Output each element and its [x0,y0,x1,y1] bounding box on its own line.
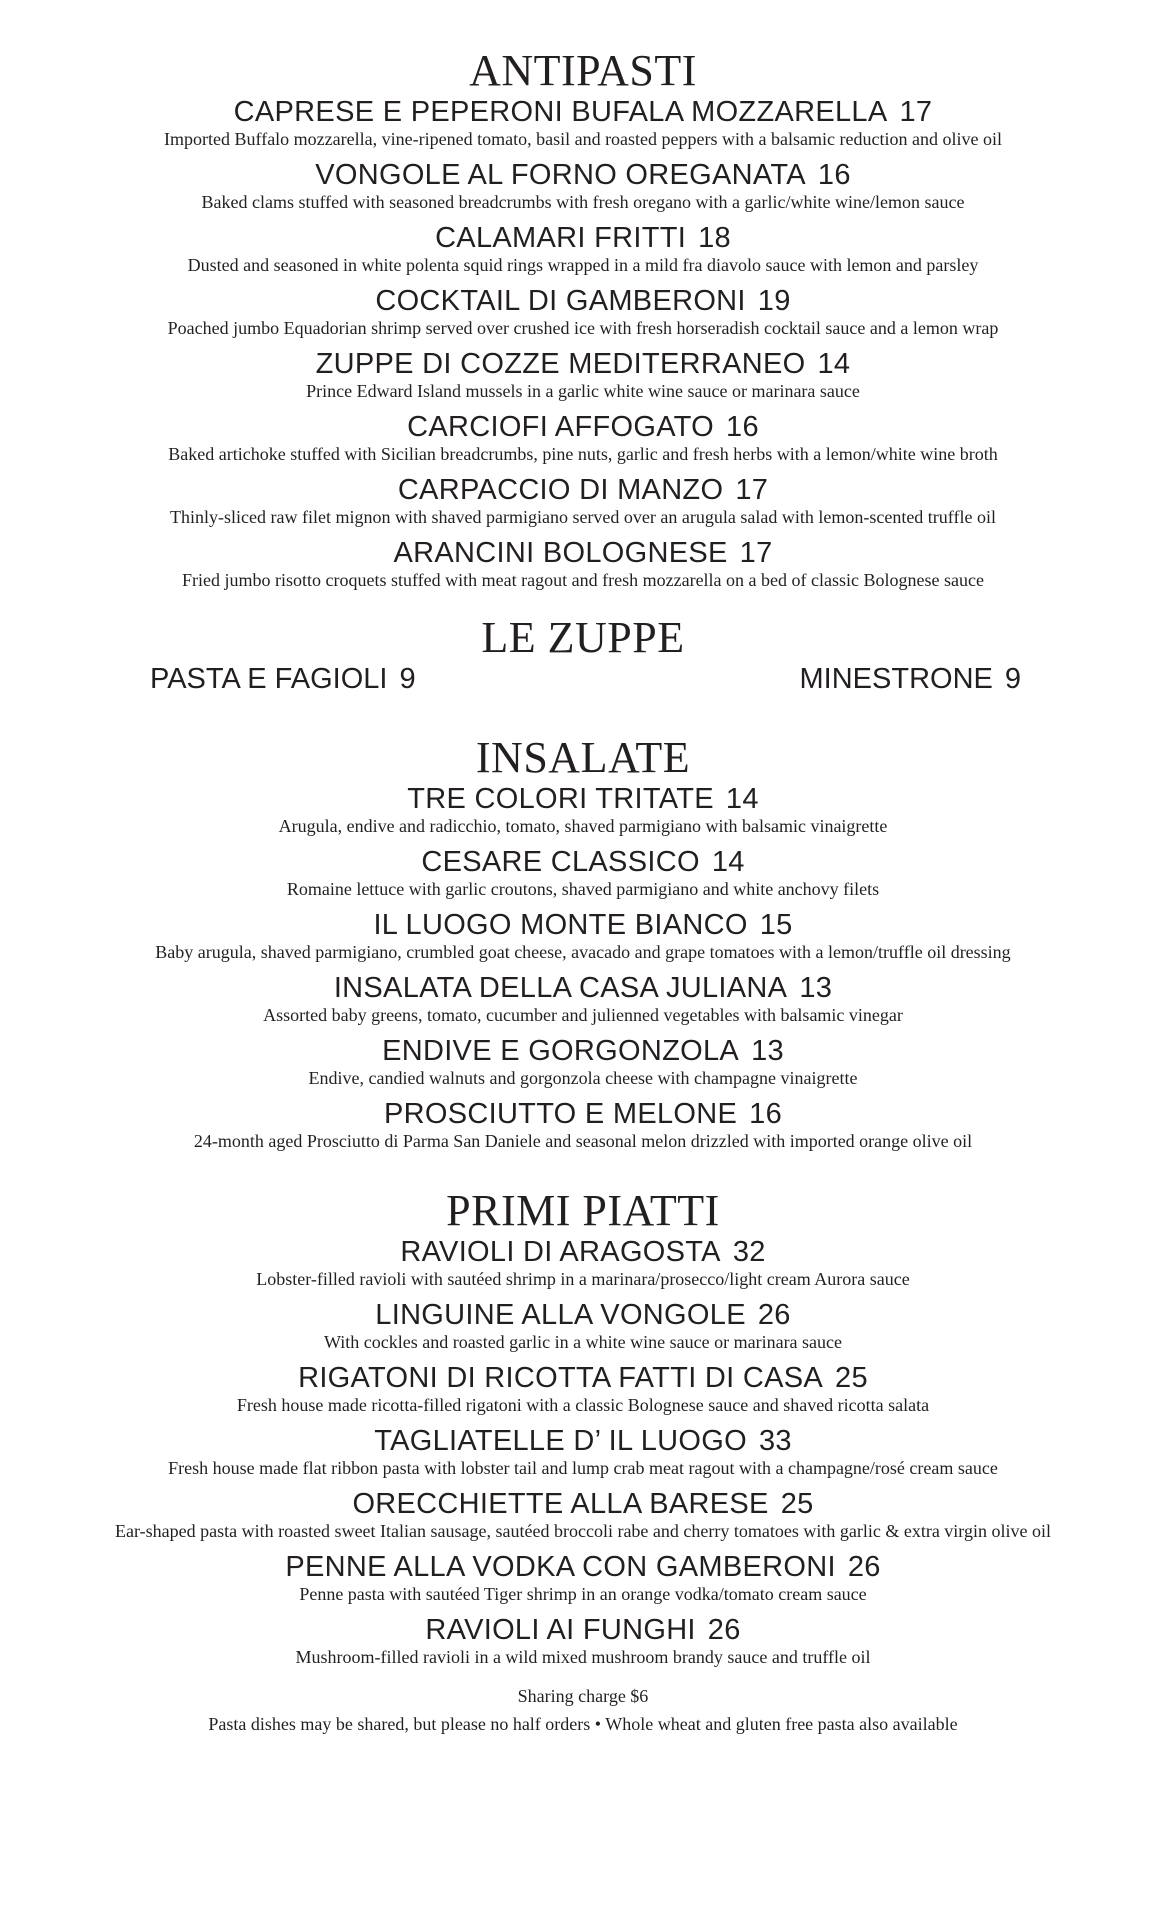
item-price: 26 [707,1614,741,1646]
item-price: 13 [751,1035,784,1067]
item-price: 17 [739,537,773,569]
item-name: TRE COLORI TRITATE [407,783,714,815]
menu-item [0,846,1166,900]
pasta-note: Pasta dishes may be shared, but please no half orders • Whole wheat and gluten free pasta also available [208,1714,958,1734]
menu-item [0,1362,1166,1416]
zuppe-section [0,613,1166,733]
section-title-primi: PRIMI PIATTI [446,1186,720,1235]
item-name: ARANCINI BOLOGNESE [393,537,728,569]
item-name: CESARE CLASSICO [421,846,700,878]
item-name: RAVIOLI AI FUNGHI [425,1614,696,1646]
item-price: 14 [711,846,745,878]
item-name: CALAMARI FRITTI [435,222,687,254]
item-description: Baby arugula, shaved parmigiano, crumbled goat cheese, avacado and grape tomatoes with a lemon/truffle oil dressing [155,942,1011,962]
menu-item [0,411,1166,465]
menu-item [0,222,1166,276]
menu-item [0,285,1166,339]
item-description: Assorted baby greens, tomato, cucumber and julienned vegetables with balsamic vinegar [263,1005,903,1025]
item-description: Ear-shaped pasta with roasted sweet Italian sausage, sautéed broccoli rabe and cherry tomatoes with garlic & extra virgin olive oil [115,1521,1051,1541]
item-description: Dusted and seasoned in white polenta squid rings wrapped in a mild fra diavolo sauce with lemon and parsley [187,255,979,275]
item-name: MINESTRONE [799,663,993,695]
sharing-charge: Sharing charge $6 [517,1686,649,1706]
item-name: CARPACCIO DI MANZO [397,474,724,506]
item-name: INSALATA DELLA CASA JULIANA [333,972,788,1004]
item-name: ORECCHIETTE ALLA BARESE [352,1488,769,1520]
item-description: Imported Buffalo mozzarella, vine-ripened tomato, basil and roasted peppers with a balsamic reduction and olive oil [164,129,1002,149]
item-price: 19 [757,285,791,317]
menu-footer [0,1682,1166,1738]
item-price: 26 [847,1551,881,1583]
item-name: CAPRESE E PEPERONI BUFALA MOZZARELLA [233,96,888,128]
menu-item [0,1551,1166,1605]
menu-item [0,972,1166,1026]
menu-item [0,159,1166,213]
item-description: Penne pasta with sautéed Tiger shrimp in an orange vodka/tomato cream sauce [299,1584,867,1604]
item-price: 16 [726,411,759,443]
item-description: 24-month aged Prosciutto di Parma San Daniele and seasonal melon drizzled with imported orange olive oil [193,1131,973,1151]
item-price: 15 [759,909,793,941]
item-price: 26 [757,1299,791,1331]
menu-item [0,783,1166,837]
item-description: Baked artichoke stuffed with Sicilian breadcrumbs, pine nuts, garlic and fresh herbs with a lemon/white wine broth [168,444,998,464]
item-description: Fresh house made flat ribbon pasta with lobster tail and lump crab meat ragout with a champagne/rosé cream sauce [168,1458,998,1478]
item-description: Romaine lettuce with garlic croutons, shaved parmigiano and white anchovy filets [286,879,880,899]
item-price: 9 [1004,663,1021,695]
item-price: 16 [749,1098,783,1130]
menu-item [0,1299,1166,1353]
item-description: Fried jumbo risotto croquets stuffed with meat ragout and fresh mozzarella on a bed of classic Bolognese sauce [182,570,984,590]
menu-item [150,663,416,696]
menu-item [0,1236,1166,1290]
zuppe-row [0,663,1166,703]
item-description: Endive, candied walnuts and gorgonzola cheese with champagne vinaigrette [308,1068,858,1088]
item-description: Poached jumbo Equadorian shrimp served over crushed ice with fresh horseradish cocktail sauce and a lemon wrap [167,318,999,338]
item-name: RAVIOLI DI ARAGOSTA [400,1236,721,1268]
item-price: 25 [835,1362,868,1394]
item-price: 14 [725,783,759,815]
item-name: ZUPPE DI COZZE MEDITERRANEO [315,348,806,380]
item-name: LINGUINE ALLA VONGOLE [375,1299,746,1331]
item-description: Arugula, endive and radicchio, tomato, shaved parmigiano with balsamic vinaigrette [278,816,888,836]
item-description: Prince Edward Island mussels in a garlic white wine sauce or marinara sauce [306,381,860,401]
section-title-zuppe: LE ZUPPE [481,613,685,662]
item-price: 13 [799,972,833,1004]
menu-item [0,537,1166,591]
menu-item [0,96,1166,150]
item-description: Lobster-filled ravioli with sautéed shrimp in a marinara/prosecco/light cream Aurora sauce [256,1269,910,1289]
menu-item [0,909,1166,963]
item-name: ENDIVE E GORGONZOLA [382,1035,740,1067]
menu-item [0,1614,1166,1668]
item-price: 17 [735,474,769,506]
item-name: IL LUOGO MONTE BIANCO [373,909,748,941]
item-name: VONGOLE AL FORNO OREGANATA [315,159,806,191]
antipasti-list [0,96,1166,591]
item-price: 25 [780,1488,814,1520]
item-price: 17 [899,96,933,128]
menu-item [0,474,1166,528]
item-price: 14 [817,348,851,380]
item-price: 33 [758,1425,792,1457]
insalate-list [0,783,1166,1152]
section-title-insalate: INSALATE [475,733,691,782]
item-price: 9 [399,663,416,695]
item-name: RIGATONI DI RICOTTA FATTI DI CASA [298,1362,824,1394]
item-description: Mushroom-filled ravioli in a wild mixed mushroom brandy sauce and truffle oil [295,1647,871,1667]
item-description: Baked clams stuffed with seasoned breadcrumbs with fresh oregano with a garlic/white wine/lemon sauce [201,192,965,212]
item-name: TAGLIATELLE D’ IL LUOGO [374,1425,747,1457]
item-price: 18 [698,222,731,254]
menu-item [0,1098,1166,1152]
item-price: 16 [817,159,851,191]
section-title-antipasti: ANTIPASTI [469,46,697,95]
menu-item [0,1488,1166,1542]
menu-item [0,1035,1166,1089]
primi-list [0,1236,1166,1668]
menu-item [0,348,1166,402]
item-name: CARCIOFI AFFOGATO [407,411,715,443]
menu-item [0,1425,1166,1479]
item-price: 32 [732,1236,766,1268]
item-description: With cockles and roasted garlic in a white wine sauce or marinara sauce [323,1332,843,1352]
item-description: Thinly-sliced raw filet mignon with shaved parmigiano served over an arugula salad with lemon-scented truffle oil [170,507,996,527]
item-description: Fresh house made ricotta-filled rigatoni with a classic Bolognese sauce and shaved ricotta salata [236,1395,930,1415]
menu-item [800,663,1021,696]
item-name: PENNE ALLA VODKA CON GAMBERONI [285,1551,836,1583]
item-name: PROSCIUTTO E MELONE [383,1098,738,1130]
item-name: COCKTAIL DI GAMBERONI [375,285,746,317]
item-name: PASTA E FAGIOLI [150,663,388,695]
